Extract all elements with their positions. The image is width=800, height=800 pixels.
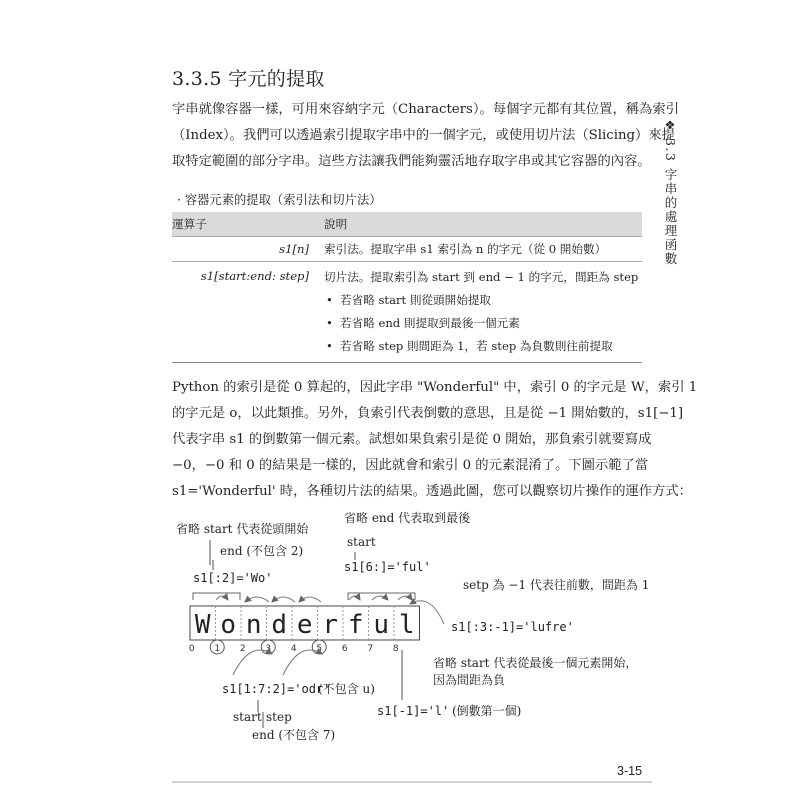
index-label: 1 — [214, 644, 221, 654]
letter-cell: l — [398, 610, 415, 640]
letter-cell: f — [347, 610, 364, 640]
header-operator: 運算子 — [172, 212, 317, 237]
para-line: s1='Wonderful' 時，各種切片法的結果。透過此圖，您可以觀察切片操作的運作方式： — [172, 484, 692, 499]
header-description: 說明 — [317, 212, 642, 237]
label-start-2: start — [233, 710, 262, 724]
index-label: 5 — [316, 644, 323, 654]
letter-row — [190, 606, 420, 640]
letter-cell: r — [322, 610, 339, 640]
page-number: 3-15 — [617, 764, 643, 778]
description-index: 索引法。提取字串 s1 索引為 n 的字元（從 0 開始數） — [317, 237, 642, 262]
index-label: 6 — [341, 644, 348, 654]
code-s1-prefix: s1[:2]='Wo' — [193, 571, 273, 585]
intro-line: 字串就像容器一樣，可用來容納字元（Characters）。每個字元都有其位置，稱為索引 — [172, 102, 679, 117]
sidebar-chapter-label: 3.3 字串的處理函數 — [663, 138, 678, 266]
label-start: start — [347, 535, 376, 549]
bullet-icon: • — [326, 339, 333, 353]
code-s1-reverse: s1[:3:-1]='lufre' — [451, 620, 574, 634]
note-omit-start-negative: 省略 start 代表從最後一個元素開始， — [433, 656, 638, 670]
index-label: 2 — [239, 644, 246, 654]
intro-line: （Index）。我們可以透過索引提取字串中的一個字元，或使用切片法（Slicing）來提 — [172, 128, 675, 143]
letter-cell: W — [194, 610, 211, 640]
note-last-element: (倒數第一個) — [452, 704, 522, 718]
letter-cell: n — [245, 610, 262, 640]
para-line: 代表字串 s1 的倒數第一個元素。試想如果負索引是從 0 開始，那負索引就要寫成 — [172, 432, 652, 447]
list-item: • 若省略 step 則間距為 1，若 step 為負數則往前提取 — [324, 335, 642, 358]
section-title: 3.3.5 字元的提取 — [172, 68, 325, 90]
letter-cell: o — [220, 610, 237, 640]
note-end-exclusive-7: end (不包含 7) — [252, 728, 336, 742]
letter-cell: e — [296, 610, 313, 640]
note-negative-step-reason: 因為間距為負 — [433, 673, 506, 687]
note-exclude-u: (不包含 u) — [318, 682, 375, 696]
intro-line: 取特定範圍的部分字串。這些方法讓我們能夠靈活地存取字串或其它容器的內容。 — [172, 154, 651, 169]
index-label: 3 — [265, 644, 272, 654]
letter-cell: u — [373, 610, 390, 640]
para-line: −0，−0 和 0 的結果是一樣的，因此就會和索引 0 的元素混淆了。下圖示範了當 — [172, 458, 649, 473]
bullet-icon: • — [326, 316, 333, 330]
table-caption: · 容器元素的提取（索引法和切片法） — [177, 193, 382, 207]
letter-cell: d — [271, 610, 288, 640]
bullet-icon: • — [326, 293, 333, 307]
note-step-negative: setp 為 −1 代表往前數，間距為 1 — [463, 578, 650, 592]
index-label: 4 — [290, 644, 297, 654]
index-label: 8 — [392, 644, 399, 654]
slice-description: 切片法。提取索引為 start 到 end − 1 的字元，間距為 step — [324, 270, 639, 284]
sidebar-diamond-icon: ❖ — [664, 118, 676, 132]
operator-slice: s1[start:end: step] — [172, 262, 317, 363]
note-end-exclusive-2: end (不包含 2) — [220, 544, 304, 558]
code-s1-negative: s1[-1]='l' — [377, 704, 450, 718]
para-line: 的字元是 o，以此類推。另外，負索引代表倒數的意思，且是從 −1 開始數的，s1[−1] — [172, 406, 684, 421]
index-row — [189, 640, 399, 654]
note-omit-start: 省略 start 代表從頭開始 — [176, 522, 309, 536]
code-s1-suffix: s1[6:]='ful' — [344, 560, 431, 574]
operator-index: s1[n] — [172, 237, 317, 262]
code-s1-step: s1[1:7:2]='odr' — [222, 682, 331, 696]
index-label: 7 — [367, 644, 374, 654]
index-label: 0 — [188, 644, 195, 654]
list-item: • 若省略 end 則提取到最後一個元素 — [324, 312, 642, 335]
label-step: step — [266, 710, 292, 724]
list-item: • 若省略 start 則從頭開始提取 — [324, 289, 642, 312]
para-line: Python 的索引是從 0 算起的，因此字串 "Wonderful" 中，索引 0 的字元是 W，索引 1 — [172, 380, 698, 395]
note-omit-end: 省略 end 代表取到最後 — [344, 511, 471, 525]
